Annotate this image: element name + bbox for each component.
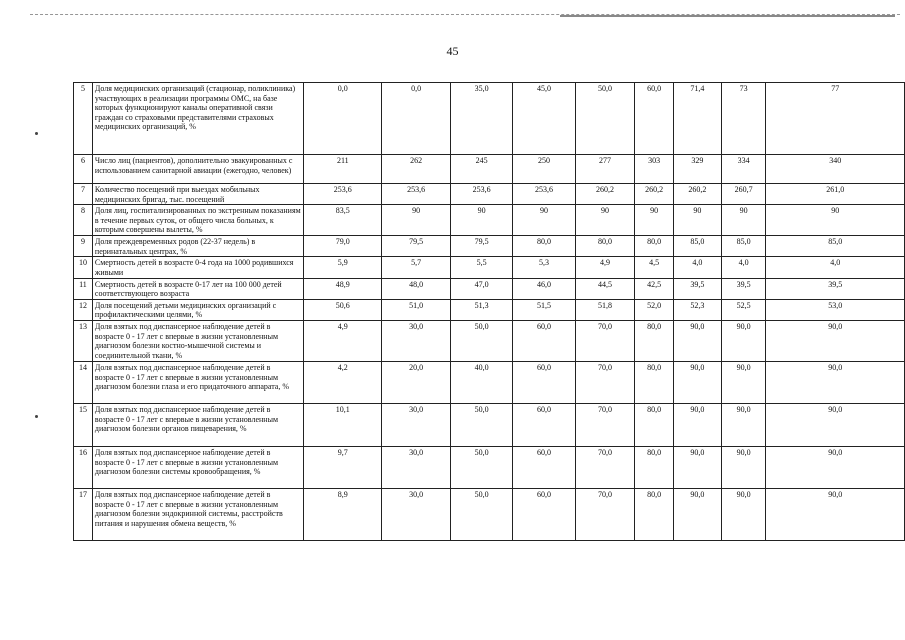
value-cell: 90,0 (674, 488, 722, 540)
value-cell: 211 (304, 155, 382, 184)
value-cell: 80,0 (575, 236, 635, 257)
value-cell: 5,7 (382, 257, 450, 278)
scan-edge-shadow (560, 15, 895, 17)
value-cell: 90,0 (766, 320, 905, 361)
row-number: 17 (74, 488, 93, 540)
indicator-name: Доля взятых под диспансерное наблюдение детей в возрасте 0 - 17 лет с впервые в жизни установленным диагнозом болезни системы кровообращения, % (92, 446, 303, 488)
value-cell: 80,0 (635, 320, 674, 361)
indicator-name: Доля взятых под диспансерное наблюдение детей в возрасте 0 - 17 лет с впервые в жизни установленным диагнозом болезни органов пищеварения, % (92, 403, 303, 446)
value-cell: 90,0 (721, 361, 766, 403)
table-row (74, 446, 905, 488)
value-cell: 30,0 (382, 403, 450, 446)
value-cell: 4,0 (766, 257, 905, 278)
indicator-name: Число лиц (пациентов), дополнительно эвакуированных с использованием санитарной авиации (ежегодно, человек) (92, 155, 303, 184)
value-cell: 245 (450, 155, 512, 184)
indicator-name: Смертность детей в возрасте 0-17 лет на 100 000 детей соответствующего возраста (92, 278, 303, 299)
value-cell: 90 (450, 205, 512, 236)
value-cell: 50,6 (304, 299, 382, 320)
value-cell: 39,5 (721, 278, 766, 299)
value-cell: 4,0 (721, 257, 766, 278)
value-cell: 90,0 (674, 403, 722, 446)
value-cell: 30,0 (382, 320, 450, 361)
value-cell: 60,0 (513, 403, 575, 446)
table-row (74, 83, 905, 155)
value-cell: 5,9 (304, 257, 382, 278)
table-row (74, 361, 905, 403)
row-number: 16 (74, 446, 93, 488)
value-cell: 79,0 (304, 236, 382, 257)
value-cell: 83,5 (304, 205, 382, 236)
value-cell: 48,0 (382, 278, 450, 299)
table-row (74, 205, 905, 236)
value-cell: 260,7 (721, 184, 766, 205)
value-cell: 52,3 (674, 299, 722, 320)
value-cell: 53,0 (766, 299, 905, 320)
value-cell: 253,6 (513, 184, 575, 205)
indicator-name: Доля взятых под диспансерное наблюдение детей в возрасте 0 - 17 лет с впервые в жизни установленным диагнозом болезни костно-мышечной системы и соединительной ткани, % (92, 320, 303, 361)
value-cell: 70,0 (575, 403, 635, 446)
value-cell: 4,0 (674, 257, 722, 278)
value-cell: 40,0 (450, 361, 512, 403)
value-cell: 90,0 (721, 320, 766, 361)
value-cell: 44,5 (575, 278, 635, 299)
value-cell: 90,0 (674, 361, 722, 403)
value-cell: 90,0 (766, 446, 905, 488)
value-cell: 85,0 (721, 236, 766, 257)
value-cell: 85,0 (766, 236, 905, 257)
value-cell: 20,0 (382, 361, 450, 403)
value-cell: 329 (674, 155, 722, 184)
value-cell: 90,0 (721, 488, 766, 540)
indicator-name: Количество посещений при выездах мобильных медицинских бригад, тыс. посещений (92, 184, 303, 205)
value-cell: 47,0 (450, 278, 512, 299)
value-cell: 262 (382, 155, 450, 184)
value-cell: 80,0 (635, 488, 674, 540)
table-row (74, 320, 905, 361)
value-cell: 42,5 (635, 278, 674, 299)
value-cell: 35,0 (450, 83, 512, 155)
value-cell: 70,0 (575, 361, 635, 403)
value-cell: 90 (635, 205, 674, 236)
table-row (74, 488, 905, 540)
value-cell: 71,4 (674, 83, 722, 155)
value-cell: 60,0 (635, 83, 674, 155)
value-cell: 90 (674, 205, 722, 236)
row-number: 12 (74, 299, 93, 320)
value-cell: 80,0 (513, 236, 575, 257)
value-cell: 39,5 (674, 278, 722, 299)
value-cell: 90,0 (766, 403, 905, 446)
row-number: 9 (74, 236, 93, 257)
value-cell: 60,0 (513, 361, 575, 403)
value-cell: 80,0 (635, 236, 674, 257)
table-row (74, 403, 905, 446)
value-cell: 77 (766, 83, 905, 155)
row-number: 14 (74, 361, 93, 403)
value-cell: 303 (635, 155, 674, 184)
value-cell: 80,0 (635, 403, 674, 446)
value-cell: 8,9 (304, 488, 382, 540)
value-cell: 250 (513, 155, 575, 184)
value-cell: 51,0 (382, 299, 450, 320)
value-cell: 260,2 (635, 184, 674, 205)
row-number: 6 (74, 155, 93, 184)
indicator-name: Доля преждевременных родов (22-37 недель) в перинатальных центрах, % (92, 236, 303, 257)
value-cell: 60,0 (513, 446, 575, 488)
value-cell: 79,5 (450, 236, 512, 257)
indicator-name: Доля взятых под диспансерное наблюдение детей в возрасте 0 - 17 лет с впервые в жизни установленным диагнозом болезни эндокринной системы, расстройств питания и нарушения обмена веществ, % (92, 488, 303, 540)
indicator-name: Доля лиц, госпитализированных по экстренным показаниям в течение первых суток, от общего числа больных, к которым совершены вылеты, % (92, 205, 303, 236)
value-cell: 52,0 (635, 299, 674, 320)
value-cell: 51,3 (450, 299, 512, 320)
value-cell: 90 (721, 205, 766, 236)
value-cell: 30,0 (382, 488, 450, 540)
value-cell: 253,6 (450, 184, 512, 205)
value-cell: 30,0 (382, 446, 450, 488)
value-cell: 90,0 (766, 488, 905, 540)
value-cell: 90,0 (674, 320, 722, 361)
row-number: 13 (74, 320, 93, 361)
value-cell: 70,0 (575, 488, 635, 540)
indicator-name: Доля посещений детьми медицинских организаций с профилактическими целями, % (92, 299, 303, 320)
value-cell: 261,0 (766, 184, 905, 205)
value-cell: 60,0 (513, 320, 575, 361)
value-cell: 80,0 (635, 361, 674, 403)
value-cell: 9,7 (304, 446, 382, 488)
table-row (74, 257, 905, 278)
value-cell: 48,9 (304, 278, 382, 299)
value-cell: 51,5 (513, 299, 575, 320)
value-cell: 79,5 (382, 236, 450, 257)
value-cell: 39,5 (766, 278, 905, 299)
margin-dot (35, 132, 38, 135)
margin-dot (35, 415, 38, 418)
value-cell: 50,0 (450, 403, 512, 446)
value-cell: 52,5 (721, 299, 766, 320)
page-number: 45 (446, 44, 459, 58)
value-cell: 253,6 (382, 184, 450, 205)
value-cell: 5,5 (450, 257, 512, 278)
value-cell: 90 (382, 205, 450, 236)
row-number: 15 (74, 403, 93, 446)
table-row (74, 184, 905, 205)
table-row (74, 236, 905, 257)
row-number: 8 (74, 205, 93, 236)
row-number: 11 (74, 278, 93, 299)
table-row (74, 155, 905, 184)
value-cell: 60,0 (513, 488, 575, 540)
value-cell: 0,0 (304, 83, 382, 155)
value-cell: 4,9 (575, 257, 635, 278)
value-cell: 0,0 (382, 83, 450, 155)
value-cell: 4,2 (304, 361, 382, 403)
value-cell: 340 (766, 155, 905, 184)
value-cell: 90 (575, 205, 635, 236)
value-cell: 70,0 (575, 446, 635, 488)
value-cell: 4,5 (635, 257, 674, 278)
table-row (74, 299, 905, 320)
value-cell: 260,2 (575, 184, 635, 205)
value-cell: 4,9 (304, 320, 382, 361)
value-cell: 90,0 (674, 446, 722, 488)
value-cell: 90,0 (721, 446, 766, 488)
indicator-name: Смертность детей в возрасте 0-4 года на 1000 родившихся живыми (92, 257, 303, 278)
value-cell: 50,0 (450, 488, 512, 540)
table-row (74, 278, 905, 299)
value-cell: 5,3 (513, 257, 575, 278)
value-cell: 277 (575, 155, 635, 184)
value-cell: 10,1 (304, 403, 382, 446)
value-cell: 51,8 (575, 299, 635, 320)
value-cell: 50,0 (575, 83, 635, 155)
value-cell: 90 (513, 205, 575, 236)
row-number: 5 (74, 83, 93, 155)
value-cell: 50,0 (450, 446, 512, 488)
value-cell: 260,2 (674, 184, 722, 205)
value-cell: 90 (766, 205, 905, 236)
value-cell: 80,0 (635, 446, 674, 488)
value-cell: 50,0 (450, 320, 512, 361)
value-cell: 90,0 (721, 403, 766, 446)
indicator-name: Доля медицинских организаций (стационар, поликлиника) участвующих в реализации программы ОМС, на базе которых функционируют каналы оперативной связи граждан со страховыми представителями страховых медицинских организаций, % (92, 83, 303, 155)
row-number: 7 (74, 184, 93, 205)
value-cell: 45,0 (513, 83, 575, 155)
value-cell: 334 (721, 155, 766, 184)
value-cell: 73 (721, 83, 766, 155)
value-cell: 46,0 (513, 278, 575, 299)
row-number: 10 (74, 257, 93, 278)
value-cell: 253,6 (304, 184, 382, 205)
indicator-name: Доля взятых под диспансерное наблюдение детей в возрасте 0 - 17 лет с впервые в жизни установленным диагнозом болезни глаза и его придаточного аппарата, % (92, 361, 303, 403)
value-cell: 90,0 (766, 361, 905, 403)
value-cell: 85,0 (674, 236, 722, 257)
indicators-table (73, 82, 905, 541)
value-cell: 70,0 (575, 320, 635, 361)
